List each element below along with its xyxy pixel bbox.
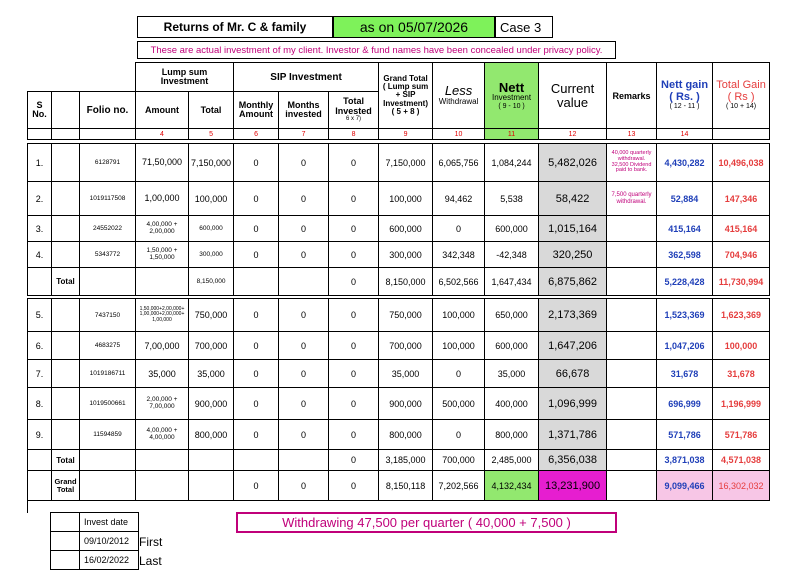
row-months: 0 bbox=[279, 360, 329, 388]
row-sip-total: 0 bbox=[329, 216, 379, 242]
header-amount: Amount bbox=[136, 92, 189, 129]
header-nett-gain bbox=[657, 63, 713, 129]
row-current: 5,482,026 bbox=[539, 144, 607, 182]
row-folio: 1019117508 bbox=[80, 182, 136, 216]
row-amount: 1,50,000 + 1,50,000 bbox=[136, 242, 189, 268]
grand-total-row bbox=[28, 471, 770, 501]
header-months: Months invested bbox=[279, 92, 329, 129]
row-nett: -42,348 bbox=[485, 242, 539, 268]
row-nett-gain: 4,430,282 bbox=[657, 144, 713, 182]
row-total-gain: 1,623,369 bbox=[713, 299, 770, 332]
row-withdrawal: 100,000 bbox=[433, 332, 485, 360]
colnum: 5 bbox=[189, 129, 234, 140]
row-current: 1,647,206 bbox=[539, 332, 607, 360]
row-total-gain: 704,946 bbox=[713, 242, 770, 268]
grand-nett: 4,132,434 bbox=[485, 471, 539, 501]
row-months: 0 bbox=[279, 420, 329, 450]
row-amount: 4,00,000 + 2,00,000 bbox=[136, 216, 189, 242]
table-row bbox=[28, 420, 770, 450]
row-folio: 7437150 bbox=[80, 299, 136, 332]
privacy-note: These are actual investment of my client. Investor & fund names have been concealed under privacy policy. bbox=[137, 41, 616, 59]
row-grand: 750,000 bbox=[379, 299, 433, 332]
row-blank bbox=[52, 360, 80, 388]
row-current: 66,678 bbox=[539, 360, 607, 388]
row-nett-gain: 571,786 bbox=[657, 420, 713, 450]
row-nett-gain: 696,999 bbox=[657, 388, 713, 420]
colnum: 7 bbox=[279, 129, 329, 140]
row-blank bbox=[136, 268, 189, 296]
row-folio: 24552022 bbox=[80, 216, 136, 242]
subtotal-total-gain: 11,730,994 bbox=[713, 268, 770, 296]
row-current: 1,096,999 bbox=[539, 388, 607, 420]
row-nett: 600,000 bbox=[485, 216, 539, 242]
table-row bbox=[28, 332, 770, 360]
header-nett-gain-label: Nett gain ( Rs. ) bbox=[661, 79, 709, 103]
invest-date-label: Invest date bbox=[80, 513, 139, 532]
row-blank bbox=[80, 471, 136, 501]
row-monthly: 0 bbox=[234, 299, 279, 332]
colnum-blank bbox=[713, 129, 770, 140]
row-sno: 1. bbox=[28, 144, 52, 182]
row-sip-total: 0 bbox=[329, 242, 379, 268]
row-withdrawal: 100,000 bbox=[433, 299, 485, 332]
colnum: 9 bbox=[379, 129, 433, 140]
row-monthly: 0 bbox=[234, 420, 279, 450]
header-nett: Nett bbox=[498, 79, 525, 95]
row-current: 1,015,164 bbox=[539, 216, 607, 242]
table-row bbox=[28, 144, 770, 182]
row-months: 0 bbox=[279, 144, 329, 182]
row-withdrawal: 0 bbox=[433, 360, 485, 388]
header-withdrawal: Withdrawal bbox=[438, 97, 479, 107]
row-withdrawal: 6,065,756 bbox=[433, 144, 485, 182]
subtotal-withdrawal: 6,502,566 bbox=[433, 268, 485, 296]
row-remark: 7,500 quarterly withdrawal. bbox=[607, 182, 657, 216]
row-total: 300,000 bbox=[189, 242, 234, 268]
row-blank bbox=[52, 299, 80, 332]
row-grand: 7,150,000 bbox=[379, 144, 433, 182]
as-on-date: as on 05/07/2026 bbox=[333, 16, 495, 38]
colnum: 10 bbox=[433, 129, 485, 140]
row-folio: 1019186711 bbox=[80, 360, 136, 388]
row-blank bbox=[52, 216, 80, 242]
row-total: 35,000 bbox=[189, 360, 234, 388]
row-total: 600,000 bbox=[189, 216, 234, 242]
row-monthly: 0 bbox=[234, 360, 279, 388]
row-grand: 800,000 bbox=[379, 420, 433, 450]
row-folio: 1019500661 bbox=[80, 388, 136, 420]
returns-table bbox=[27, 62, 770, 501]
row-withdrawal: 94,462 bbox=[433, 182, 485, 216]
row-blank bbox=[52, 420, 80, 450]
subtotal-nett: 2,485,000 bbox=[485, 450, 539, 471]
header-total-invested-formula: 6 x 7) bbox=[346, 116, 362, 123]
row-remark bbox=[607, 388, 657, 420]
subtotal-label: Total bbox=[52, 268, 80, 296]
row-months: 0 bbox=[279, 182, 329, 216]
subtotal-sip: 0 bbox=[329, 450, 379, 471]
row-withdrawal: 342,348 bbox=[433, 242, 485, 268]
subtotal-label: Total bbox=[52, 450, 80, 471]
header-grand-total: Grand Total ( Lump sum + SIP Investment) ( 5 + 8 ) bbox=[379, 63, 433, 129]
row-nett-gain: 1,047,206 bbox=[657, 332, 713, 360]
row-total-gain: 147,346 bbox=[713, 182, 770, 216]
grand-total-label: Grand Total bbox=[52, 471, 80, 501]
row-nett: 1,084,244 bbox=[485, 144, 539, 182]
row-remark bbox=[607, 420, 657, 450]
row-blank bbox=[234, 268, 279, 296]
row-sip-total: 0 bbox=[329, 388, 379, 420]
grand-months: 0 bbox=[279, 471, 329, 501]
row-remark: 40,000 quarterly withdrawal. 32,500 Dividend paid to bank. bbox=[607, 144, 657, 182]
row-total: 700,000 bbox=[189, 332, 234, 360]
colnum: 11 bbox=[485, 129, 539, 140]
row-blank bbox=[234, 450, 279, 471]
row-folio: 6128791 bbox=[80, 144, 136, 182]
invest-date-table bbox=[50, 512, 139, 570]
subtotal-nett-gain: 5,228,428 bbox=[657, 268, 713, 296]
row-amount: 4,00,000 + 4,00,000 bbox=[136, 420, 189, 450]
row-nett-gain: 31,678 bbox=[657, 360, 713, 388]
header-nett-investment bbox=[485, 63, 539, 129]
row-folio: 5343772 bbox=[80, 242, 136, 268]
row-total-gain: 100,000 bbox=[713, 332, 770, 360]
row-blank bbox=[607, 450, 657, 471]
subtotal-current: 6,875,862 bbox=[539, 268, 607, 296]
row-withdrawal: 0 bbox=[433, 216, 485, 242]
header-total-gain-label: Total Gain ( Rs ) bbox=[716, 79, 766, 103]
row-months: 0 bbox=[279, 299, 329, 332]
row-blank bbox=[28, 450, 52, 471]
row-total: 900,000 bbox=[189, 388, 234, 420]
row-folio: 11594859 bbox=[80, 420, 136, 450]
report-title: Returns of Mr. C & family bbox=[137, 16, 333, 38]
row-monthly: 0 bbox=[234, 216, 279, 242]
row-grand: 300,000 bbox=[379, 242, 433, 268]
grand-grand: 8,150,118 bbox=[379, 471, 433, 501]
row-sno: 5. bbox=[28, 299, 52, 332]
colnum: 14 bbox=[657, 129, 713, 140]
row-monthly: 0 bbox=[234, 388, 279, 420]
colnum: 8 bbox=[329, 129, 379, 140]
date-blank bbox=[51, 532, 80, 551]
row-amount: 2,00,000 + 7,00,000 bbox=[136, 388, 189, 420]
row-months: 0 bbox=[279, 216, 329, 242]
row-blank bbox=[28, 471, 52, 501]
subtotal-sip: 0 bbox=[329, 268, 379, 296]
row-total: 100,000 bbox=[189, 182, 234, 216]
subtotal-row bbox=[28, 450, 770, 471]
subtotal-grand: 3,185,000 bbox=[379, 450, 433, 471]
row-remark bbox=[607, 332, 657, 360]
header-total-invested-label: Total Invested bbox=[335, 96, 372, 116]
row-nett: 600,000 bbox=[485, 332, 539, 360]
row-sno: 4. bbox=[28, 242, 52, 268]
row-months: 0 bbox=[279, 388, 329, 420]
row-sno: 9. bbox=[28, 420, 52, 450]
row-grand: 35,000 bbox=[379, 360, 433, 388]
row-grand: 700,000 bbox=[379, 332, 433, 360]
row-sip-total: 0 bbox=[329, 182, 379, 216]
row-sip-total: 0 bbox=[329, 332, 379, 360]
colnum-blank bbox=[80, 129, 136, 140]
header-current-value: Current value bbox=[539, 63, 607, 129]
table-row bbox=[28, 388, 770, 420]
row-nett: 35,000 bbox=[485, 360, 539, 388]
row-total: 800,000 bbox=[189, 420, 234, 450]
row-grand: 100,000 bbox=[379, 182, 433, 216]
grand-monthly: 0 bbox=[234, 471, 279, 501]
date-blank bbox=[51, 513, 80, 532]
header-sno: S No. bbox=[28, 92, 52, 129]
row-nett: 5,538 bbox=[485, 182, 539, 216]
row-amount: 1,00,000 bbox=[136, 182, 189, 216]
header-total: Total bbox=[189, 92, 234, 129]
row-nett-gain: 52,884 bbox=[657, 182, 713, 216]
table-row bbox=[28, 299, 770, 332]
header-less: Less bbox=[444, 83, 473, 99]
table-row bbox=[28, 216, 770, 242]
row-remark bbox=[607, 299, 657, 332]
table-row bbox=[28, 242, 770, 268]
case-label: Case 3 bbox=[495, 16, 553, 38]
header-sip: SIP Investment bbox=[234, 63, 379, 92]
row-nett: 650,000 bbox=[485, 299, 539, 332]
colnum: 6 bbox=[234, 129, 279, 140]
row-amount: 35,000 bbox=[136, 360, 189, 388]
row-current: 320,250 bbox=[539, 242, 607, 268]
grand-withdrawal: 7,202,566 bbox=[433, 471, 485, 501]
row-sno: 2. bbox=[28, 182, 52, 216]
row-blank bbox=[607, 268, 657, 296]
header-remarks: Remarks bbox=[607, 63, 657, 129]
colnum: 4 bbox=[136, 129, 189, 140]
header-folio: Folio no. bbox=[80, 92, 136, 129]
row-blank bbox=[189, 450, 234, 471]
row-sno: 3. bbox=[28, 216, 52, 242]
subtotal-current: 6,356,038 bbox=[539, 450, 607, 471]
row-blank bbox=[52, 242, 80, 268]
row-blank bbox=[279, 268, 329, 296]
row-nett-gain: 362,598 bbox=[657, 242, 713, 268]
row-total-gain: 415,164 bbox=[713, 216, 770, 242]
row-months: 0 bbox=[279, 332, 329, 360]
row-blank bbox=[52, 388, 80, 420]
row-current: 2,173,369 bbox=[539, 299, 607, 332]
row-sno: 8. bbox=[28, 388, 52, 420]
header-total-gain-formula: ( 10 + 14) bbox=[725, 103, 757, 111]
row-total-gain: 571,786 bbox=[713, 420, 770, 450]
row-total-gain: 31,678 bbox=[713, 360, 770, 388]
row-nett: 800,000 bbox=[485, 420, 539, 450]
row-months: 0 bbox=[279, 242, 329, 268]
grand-sip: 0 bbox=[329, 471, 379, 501]
row-withdrawal: 500,000 bbox=[433, 388, 485, 420]
row-blank bbox=[52, 144, 80, 182]
subtotal-total-gain: 4,571,038 bbox=[713, 450, 770, 471]
colnum: 13 bbox=[607, 129, 657, 140]
row-total: 7,150,000 bbox=[189, 144, 234, 182]
row-blank bbox=[28, 268, 52, 296]
row-blank bbox=[607, 471, 657, 501]
subtotal-nett: 1,647,434 bbox=[485, 268, 539, 296]
last-date: 16/02/2022 bbox=[80, 551, 139, 570]
header-lump-sum: Lump sum Investment bbox=[136, 63, 234, 92]
table-row bbox=[28, 182, 770, 216]
subtotal-withdrawal: 700,000 bbox=[433, 450, 485, 471]
row-monthly: 0 bbox=[234, 332, 279, 360]
row-folio: 4683275 bbox=[80, 332, 136, 360]
row-monthly: 0 bbox=[234, 182, 279, 216]
row-nett: 400,000 bbox=[485, 388, 539, 420]
grand-current: 13,231,900 bbox=[539, 471, 607, 501]
colnum-blank bbox=[52, 129, 80, 140]
row-total-gain: 10,496,038 bbox=[713, 144, 770, 182]
grand-nett-gain: 9,099,466 bbox=[657, 471, 713, 501]
table-row bbox=[28, 360, 770, 388]
subtotal-nett-gain: 3,871,038 bbox=[657, 450, 713, 471]
header-nett-sub: Investment bbox=[491, 93, 532, 103]
row-total-gain: 1,196,999 bbox=[713, 388, 770, 420]
row-sip-total: 0 bbox=[329, 420, 379, 450]
row-blank bbox=[80, 450, 136, 471]
header-total-invested bbox=[329, 92, 379, 129]
row-nett-gain: 415,164 bbox=[657, 216, 713, 242]
row-monthly: 0 bbox=[234, 242, 279, 268]
row-remark bbox=[607, 216, 657, 242]
row-blank bbox=[52, 332, 80, 360]
last-label: Last bbox=[139, 554, 162, 568]
row-total: 750,000 bbox=[189, 299, 234, 332]
row-blank bbox=[279, 450, 329, 471]
date-blank bbox=[51, 551, 80, 570]
row-current: 58,422 bbox=[539, 182, 607, 216]
row-remark bbox=[607, 242, 657, 268]
header-total-gain bbox=[713, 63, 770, 129]
row-blank bbox=[136, 450, 189, 471]
subtotal-grand: 8,150,000 bbox=[379, 268, 433, 296]
subtotal-total: 8,150,000 bbox=[189, 268, 234, 296]
row-grand: 900,000 bbox=[379, 388, 433, 420]
withdrawal-note: Withdrawing 47,500 per quarter ( 40,000 + 7,500 ) bbox=[236, 512, 617, 533]
header-less-withdrawal bbox=[433, 63, 485, 129]
grand-total-gain: 16,302,032 bbox=[713, 471, 770, 501]
row-sip-total: 0 bbox=[329, 360, 379, 388]
row-sno: 7. bbox=[28, 360, 52, 388]
subtotal-row bbox=[28, 268, 770, 296]
row-remark bbox=[607, 360, 657, 388]
row-monthly: 0 bbox=[234, 144, 279, 182]
header-nett-formula: ( 9 - 10 ) bbox=[498, 102, 525, 110]
row-withdrawal: 0 bbox=[433, 420, 485, 450]
colnum: 12 bbox=[539, 129, 607, 140]
first-label: First bbox=[139, 535, 163, 549]
row-sno: 6. bbox=[28, 332, 52, 360]
row-current: 1,371,786 bbox=[539, 420, 607, 450]
colnum-blank bbox=[28, 129, 52, 140]
row-nett-gain: 1,523,369 bbox=[657, 299, 713, 332]
row-blank bbox=[52, 182, 80, 216]
header-blank bbox=[52, 92, 80, 129]
row-sip-total: 0 bbox=[329, 144, 379, 182]
header-nett-gain-formula: ( 12 - 11 ) bbox=[669, 103, 700, 111]
row-sip-total: 0 bbox=[329, 299, 379, 332]
row-amount: 7,00,000 bbox=[136, 332, 189, 360]
row-blank bbox=[80, 268, 136, 296]
row-amount: 1,50,000+2,00,000+1,00,000+2,00,000+1,00,000 bbox=[136, 299, 189, 332]
header-monthly: Monthly Amount bbox=[234, 92, 279, 129]
row-blank bbox=[136, 471, 189, 501]
row-blank bbox=[189, 471, 234, 501]
row-grand: 600,000 bbox=[379, 216, 433, 242]
row-amount: 71,50,000 bbox=[136, 144, 189, 182]
table-edge-line bbox=[27, 497, 28, 513]
first-date: 09/10/2012 bbox=[80, 532, 139, 551]
